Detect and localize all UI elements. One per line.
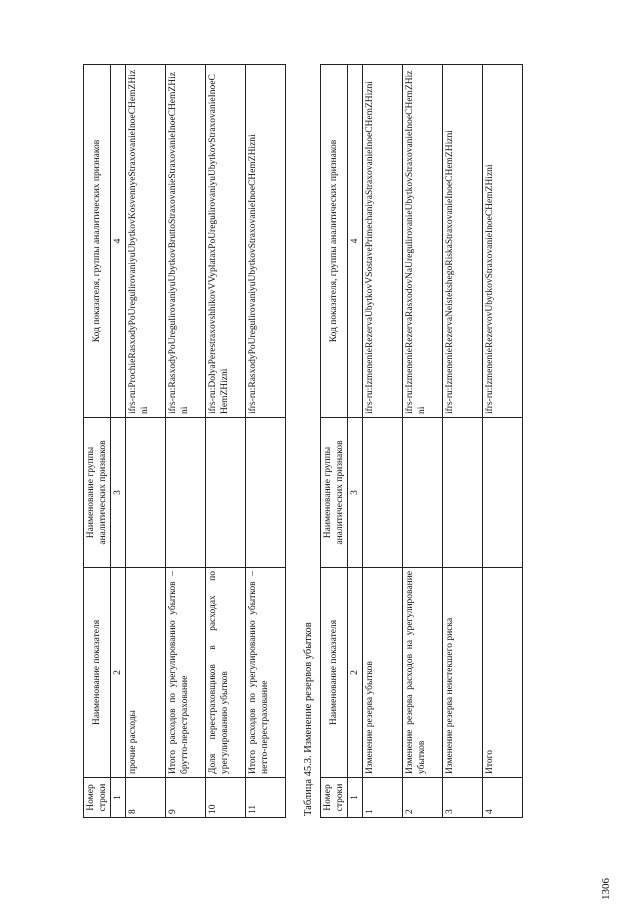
group-name <box>403 418 443 568</box>
indicator-code: ifrs-ru:DolyaPerestraxovshhikovVVyplataxPoUregulirovaniyuUbytkovStraxovanieInoeCHemZHizni <box>206 65 246 418</box>
row-number: 1 <box>363 778 403 818</box>
header-row-number: Номер строки <box>321 778 348 818</box>
table-header-row <box>84 65 111 818</box>
table-loss-settlement-expenses <box>83 64 286 818</box>
indicator-name: Итого <box>483 568 523 778</box>
group-name <box>126 418 166 568</box>
indicator-code: ifrs-ru:IzmenenieRezervaRasxodovNaUregulirovanieUbytkovStraxovanieInoeCHemZHizni <box>403 65 443 418</box>
page-number: 1306 <box>600 878 612 900</box>
column-number-row <box>111 65 126 818</box>
group-name <box>246 418 286 568</box>
row-number: 8 <box>126 778 166 818</box>
indicator-code: ifrs-ru:RasxodyPoUregulirovaniyuUbytkovStraxovanieInoeCHemZHizni <box>246 65 286 418</box>
table-row <box>363 65 403 818</box>
column-number: 2 <box>111 568 126 778</box>
indicator-code: ifrs-ru:ProchieRasxodyPoUregulirovaniyuUbytkovKosvennyeStraxovanieInoeCHemZHizni <box>126 65 166 418</box>
column-number-row <box>348 65 363 818</box>
indicator-code: ifrs-ru:IzmenenieRezervaUbytkovVSostavePrimechaniyaStraxovanieInoeCHemZHizni <box>363 65 403 418</box>
column-number: 3 <box>348 418 363 568</box>
header-indicator-name: Наименование показателя <box>321 568 348 778</box>
header-group-name: Наименование группы аналитических признаков <box>84 418 111 568</box>
indicator-name: Изменение резерва убытков <box>363 568 403 778</box>
table-row <box>403 65 443 818</box>
indicator-code: ifrs-ru:RasxodyPoUregulirovaniyuUbytkovBruttoStraxovanieStraxovanieInoeCHemZHizni <box>166 65 206 418</box>
header-group-name: Наименование группы аналитических признаков <box>321 418 348 568</box>
table-caption: Таблица 45.3. Изменение резервов убытков <box>303 622 314 816</box>
row-number: 9 <box>166 778 206 818</box>
row-number: 3 <box>443 778 483 818</box>
column-number: 3 <box>111 418 126 568</box>
indicator-name: Изменение резерва неистекшего риска <box>443 568 483 778</box>
table-row <box>166 65 206 818</box>
indicator-name: Изменение резерва расходов на урегулирование убытков <box>403 568 443 778</box>
header-row-number: Номер строки <box>84 778 111 818</box>
table-row <box>246 65 286 818</box>
indicator-name: Итого расходов по урегулированию убытков – брутто-перестрахование <box>166 568 206 778</box>
table-row <box>483 65 523 818</box>
column-number: 2 <box>348 568 363 778</box>
group-name <box>363 418 403 568</box>
group-name <box>206 418 246 568</box>
row-number: 2 <box>403 778 443 818</box>
header-indicator-code: Код показателя, группы аналитических признаков <box>84 65 111 418</box>
group-name <box>483 418 523 568</box>
header-indicator-name: Наименование показателя <box>84 568 111 778</box>
column-number: 1 <box>111 778 126 818</box>
table-row <box>443 65 483 818</box>
table-row <box>126 65 166 818</box>
column-number: 4 <box>111 65 126 418</box>
table-header-row <box>321 65 348 818</box>
row-number: 4 <box>483 778 523 818</box>
indicator-name: прочие расходы <box>126 568 166 778</box>
group-name <box>443 418 483 568</box>
header-indicator-code: Код показателя, группы аналитических признаков <box>321 65 348 418</box>
indicator-code: ifrs-ru:IzmenenieRezervovUbytkovStraxovanieInoeCHemZHizni <box>483 65 523 418</box>
row-number: 10 <box>206 778 246 818</box>
indicator-code: ifrs-ru:IzmenenieRezervaNeistekshegoRiskaStraxovanieInoeCHemZHizni <box>443 65 483 418</box>
table-loss-reserve-changes <box>320 64 523 818</box>
table-row <box>206 65 246 818</box>
indicator-name: Доля перестраховщиков в расходах по урегулированию убытков <box>206 568 246 778</box>
column-number: 1 <box>348 778 363 818</box>
group-name <box>166 418 206 568</box>
column-number: 4 <box>348 65 363 418</box>
row-number: 11 <box>246 778 286 818</box>
indicator-name: Итого расходов по урегулированию убытков – нетто-перестрахование <box>246 568 286 778</box>
